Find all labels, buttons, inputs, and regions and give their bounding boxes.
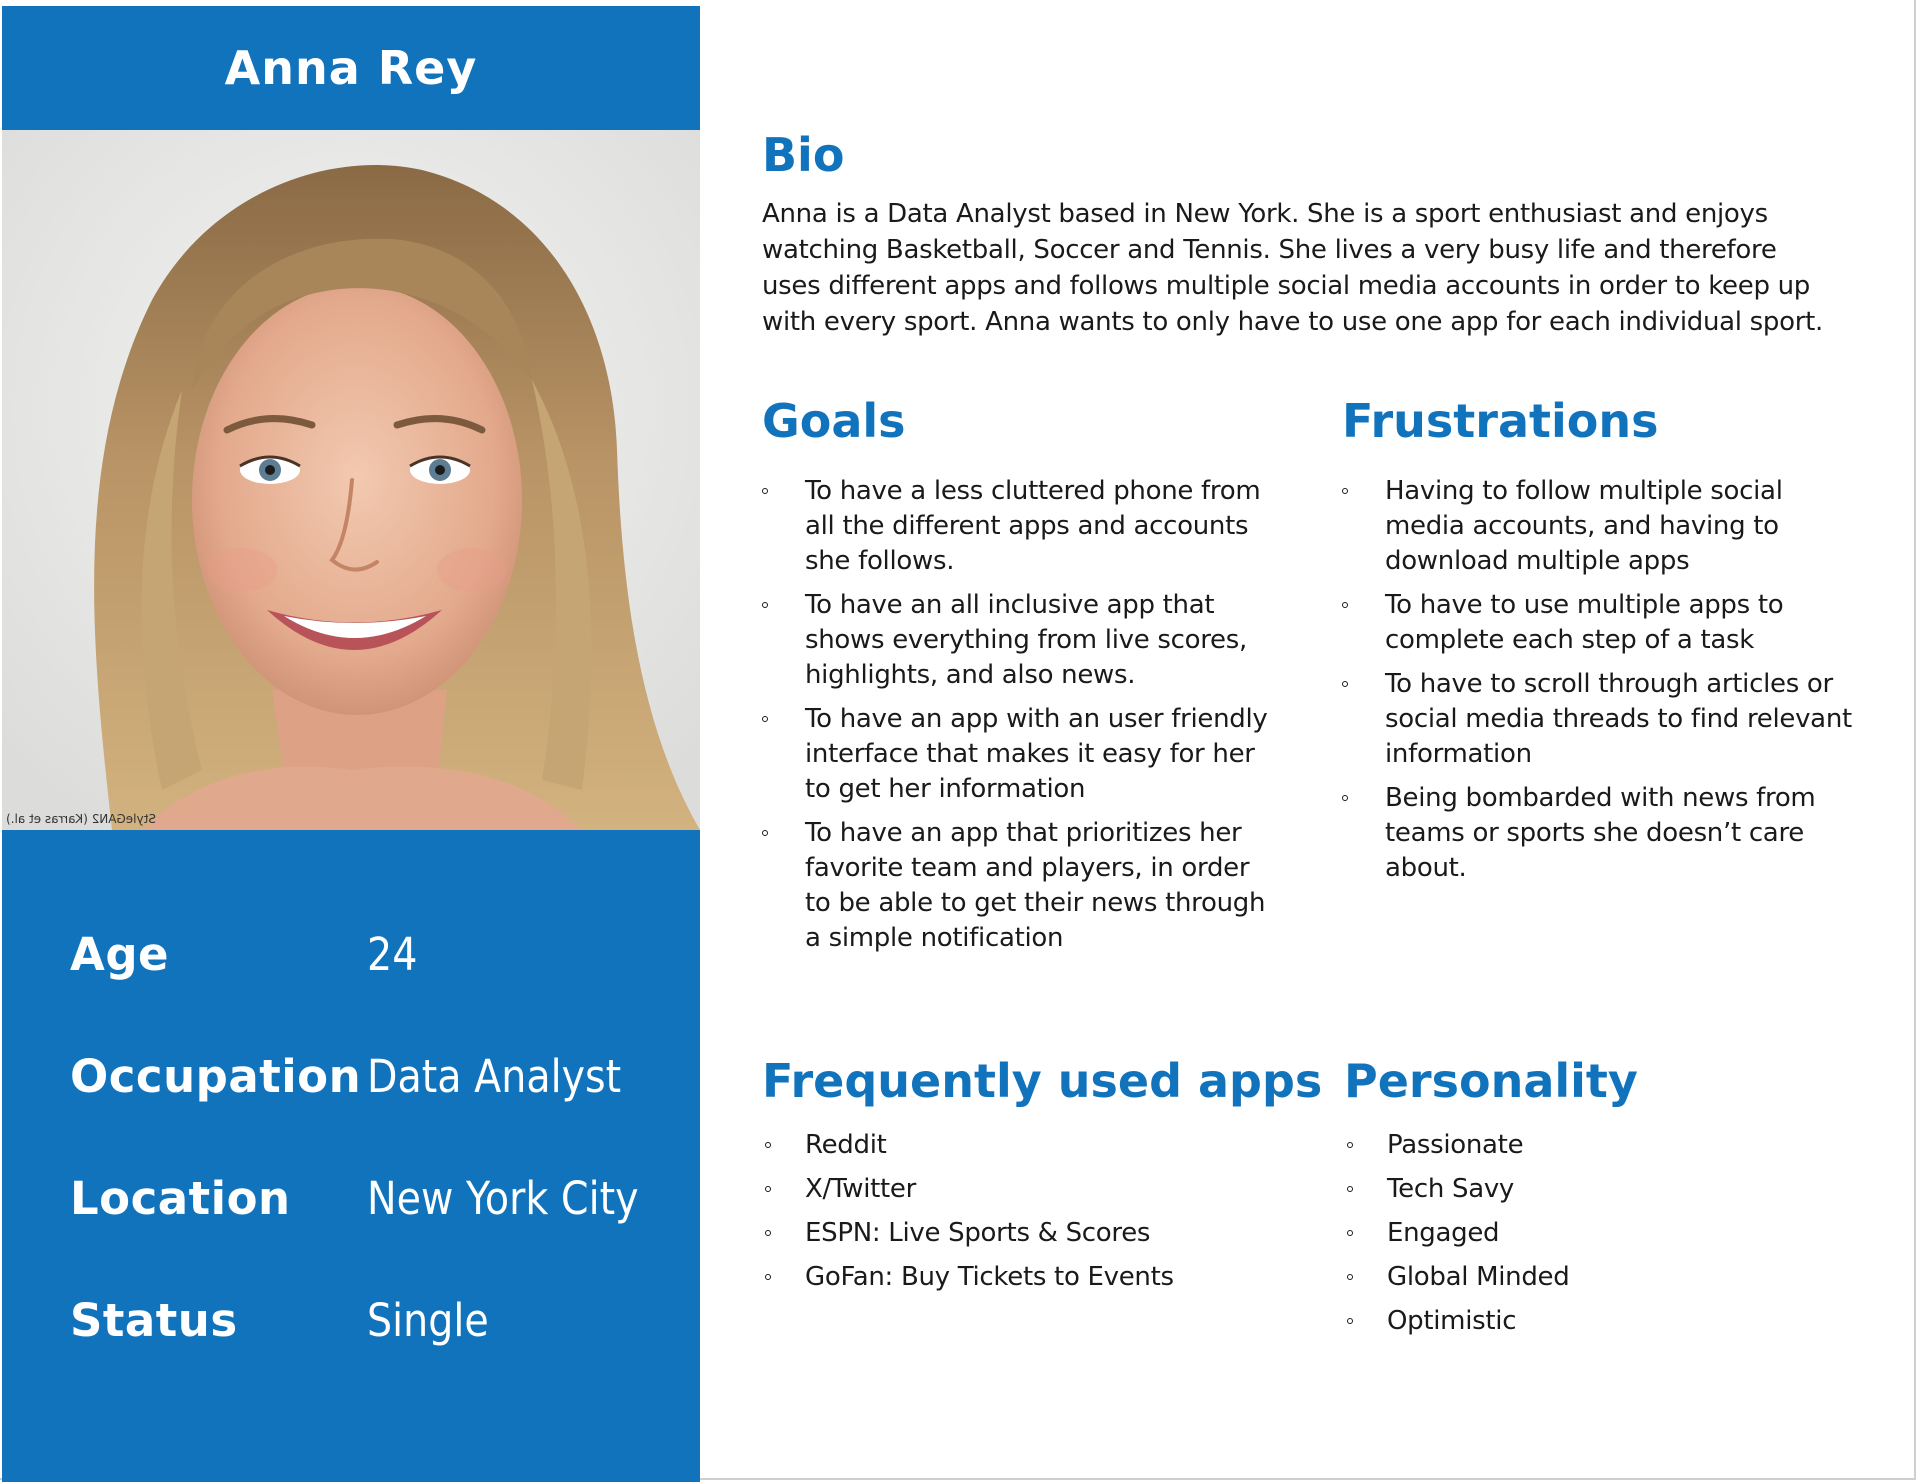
bullet-icon xyxy=(1342,795,1348,801)
frustration-text: To have to use multiple apps to complete each step of a task xyxy=(1385,590,1784,655)
fact-label: Age xyxy=(70,928,170,981)
app-name: ESPN: Live Sports & Scores xyxy=(805,1218,1151,1248)
list-item xyxy=(1344,1260,1844,1295)
portrait-image xyxy=(2,130,700,830)
list-item xyxy=(762,1216,1322,1251)
list-item xyxy=(1344,1172,1844,1207)
bullet-icon xyxy=(762,488,768,494)
persona-facts xyxy=(70,928,690,1416)
bullet-icon xyxy=(1347,1230,1353,1236)
bullet-icon xyxy=(765,1142,771,1148)
persona-sidebar xyxy=(2,6,700,1482)
bullet-icon xyxy=(762,830,768,836)
app-name: Reddit xyxy=(805,1130,887,1160)
fact-label: Location xyxy=(70,1172,291,1225)
bullet-icon xyxy=(765,1230,771,1236)
bullet-icon xyxy=(1347,1186,1353,1192)
list-item xyxy=(1342,667,1862,772)
frustration-text: To have to scroll through articles or social media threads to find relevant information xyxy=(1385,669,1852,769)
fact-location xyxy=(70,1172,690,1294)
bullet-icon xyxy=(1342,488,1348,494)
list-item xyxy=(762,816,1272,956)
fact-label: Occupation xyxy=(70,1050,362,1103)
fact-occupation xyxy=(70,1050,690,1172)
trait-text: Engaged xyxy=(1387,1218,1500,1248)
list-item xyxy=(762,1260,1322,1295)
bullet-icon xyxy=(1347,1142,1353,1148)
goals-title: Goals xyxy=(762,394,906,448)
bullet-icon xyxy=(765,1186,771,1192)
list-item xyxy=(1344,1128,1844,1163)
bullet-icon xyxy=(1342,681,1348,687)
goal-text: To have an app that prioritizes her favorite team and players, in order to be able to get their news through a simple notification xyxy=(805,818,1266,953)
frustration-text: Being bombarded with news from teams or sports she doesn’t care about. xyxy=(1385,783,1816,883)
list-item xyxy=(762,702,1272,807)
goals-list xyxy=(762,474,1272,965)
apps-title: Frequently used apps xyxy=(762,1054,1323,1108)
persona-name: Anna Rey xyxy=(224,41,478,95)
bullet-icon xyxy=(1347,1318,1353,1324)
trait-text: Global Minded xyxy=(1387,1262,1570,1292)
fact-status xyxy=(70,1294,690,1416)
fact-age xyxy=(70,928,690,1050)
frustrations-title: Frustrations xyxy=(1342,394,1659,448)
list-item xyxy=(762,1172,1322,1207)
fact-label: Status xyxy=(70,1294,238,1347)
list-item xyxy=(1344,1304,1844,1339)
personality-title: Personality xyxy=(1344,1054,1638,1108)
goal-text: To have an all inclusive app that shows everything from live scores, highlights, and also news. xyxy=(805,590,1247,690)
bullet-icon xyxy=(762,716,768,722)
frustrations-list xyxy=(1342,474,1862,895)
list-item xyxy=(1344,1216,1844,1251)
trait-text: Tech Savy xyxy=(1387,1174,1515,1204)
app-name: GoFan: Buy Tickets to Events xyxy=(805,1262,1174,1292)
bullet-icon xyxy=(1347,1274,1353,1280)
list-item xyxy=(762,474,1272,579)
fact-value: Data Analyst xyxy=(367,1050,622,1103)
goal-text: To have an app with an user friendly interface that makes it easy for her to get her information xyxy=(805,704,1268,804)
photo-credit: StyleGAN2 (Karras et al.) xyxy=(6,812,156,826)
goal-text: To have a less cluttered phone from all the different apps and accounts she follows. xyxy=(805,476,1261,576)
list-item xyxy=(1342,781,1862,886)
apps-list xyxy=(762,1128,1322,1304)
fact-value: Single xyxy=(367,1294,489,1347)
fact-value: 24 xyxy=(367,928,418,981)
list-item xyxy=(1342,588,1862,658)
list-item xyxy=(762,588,1272,693)
fact-value: New York City xyxy=(367,1172,639,1225)
bullet-icon xyxy=(1342,602,1348,608)
bullet-icon xyxy=(765,1274,771,1280)
trait-text: Passionate xyxy=(1387,1130,1524,1160)
bio-text: Anna is a Data Analyst based in New York. She is a sport enthusiast and enjoys watching Basketball, Soccer and Tennis. She lives a very busy life and therefore uses different apps and follows multiple social media accounts in order to keep up with every sport. Anna wants to only have to use one app for each individual sport. xyxy=(762,199,1823,337)
list-item xyxy=(762,1128,1322,1163)
bullet-icon xyxy=(762,602,768,608)
app-name: X/Twitter xyxy=(805,1174,917,1204)
persona-photo xyxy=(2,130,700,830)
personality-list xyxy=(1344,1128,1844,1348)
trait-text: Optimistic xyxy=(1387,1306,1517,1336)
bio-title: Bio xyxy=(762,128,845,182)
frustration-text: Having to follow multiple social media accounts, and having to download multiple apps xyxy=(1385,476,1783,576)
list-item xyxy=(1342,474,1862,579)
